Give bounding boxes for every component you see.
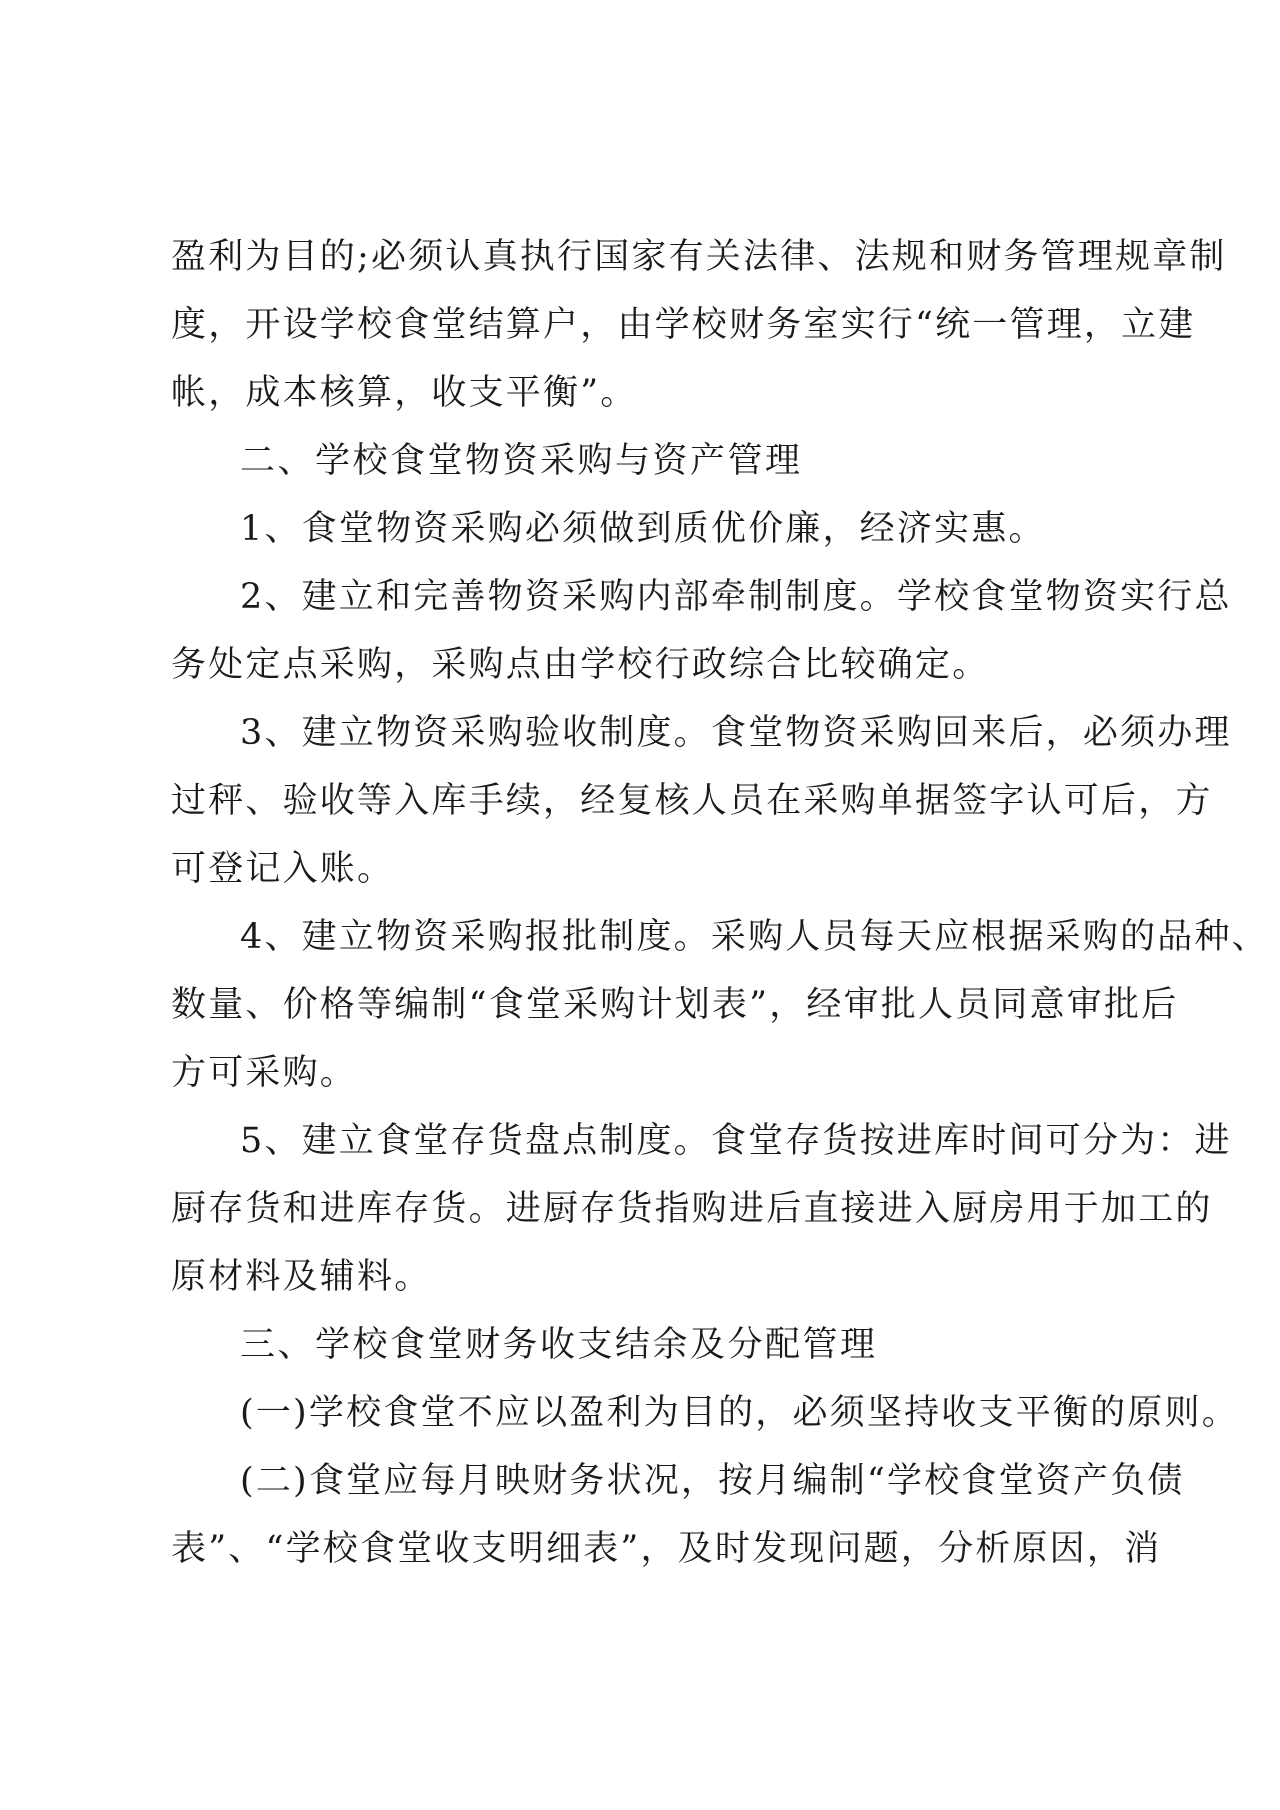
text-line: 务处定点采购，采购点由学校行政综合比较确定。: [171, 645, 990, 685]
text-line: 5、建立食堂存货盘点制度。食堂存货按进库时间可分为：进: [240, 1121, 1232, 1161]
text-line: 4、建立物资采购报批制度。采购人员每天应根据采购的品种、: [240, 917, 1269, 957]
text-line: 盈利为目的;必须认真执行国家有关法律、法规和财务管理规章制: [171, 237, 1227, 277]
text-line: (一)学校食堂不应以盈利为目的，必须坚持收支平衡的原则。: [240, 1393, 1239, 1433]
text-line: 帐，成本核算，收支平衡”。: [171, 373, 638, 413]
text-line: 1、食堂物资采购必须做到质优价廉，经济实惠。: [240, 509, 1046, 549]
text-line: 可登记入账。: [171, 849, 395, 889]
text-line: (二)食堂应每月映财务状况，按月编制“学校食堂资产负债: [240, 1461, 1185, 1501]
text-line: 表”、“学校食堂收支明细表”，及时发现问题，分析原因，消: [171, 1529, 1162, 1569]
section-heading: 二、学校食堂物资采购与资产管理: [240, 441, 803, 481]
text-line: 3、建立物资采购验收制度。食堂物资采购回来后，必须办理: [240, 713, 1232, 753]
text-line: 2、建立和完善物资采购内部牵制制度。学校食堂物资实行总: [240, 577, 1232, 617]
text-line: 数量、价格等编制“食堂采购计划表”，经审批人员同意审批后: [171, 985, 1179, 1025]
text-line: 厨存货和进库存货。进厨存货指购进后直接进入厨房用于加工的: [171, 1189, 1213, 1229]
text-line: 过秤、验收等入库手续，经复核人员在采购单据签字认可后，方: [171, 781, 1213, 821]
section-heading: 三、学校食堂财务收支结余及分配管理: [240, 1325, 878, 1365]
text-line: 原材料及辅料。: [171, 1257, 432, 1297]
text-line: 方可采购。: [171, 1053, 358, 1093]
text-line: 度，开设学校食堂结算户，由学校财务室实行“统一管理，立建: [171, 305, 1196, 345]
